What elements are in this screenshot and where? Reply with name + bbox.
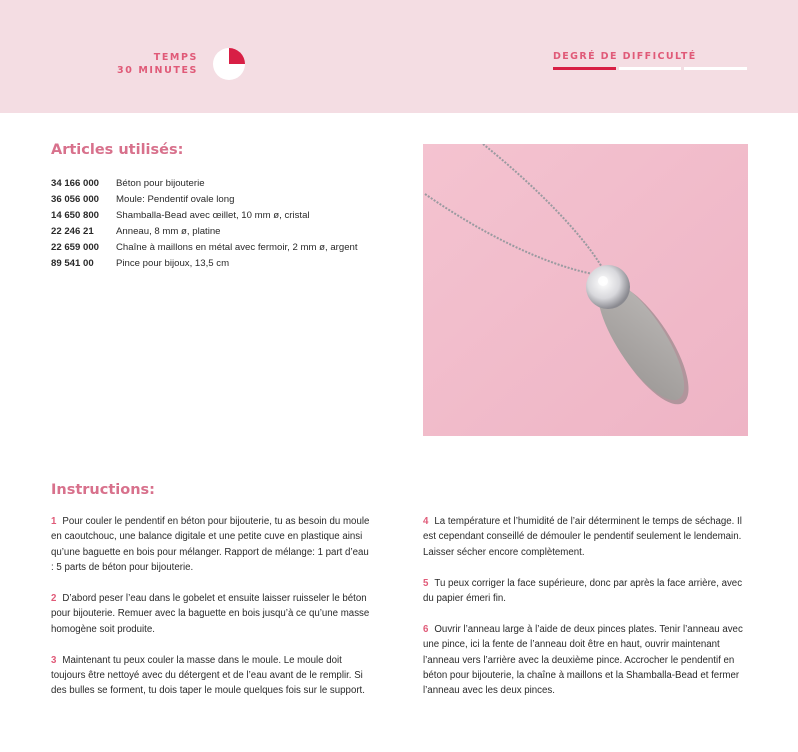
article-row bbox=[51, 176, 358, 192]
instruction-step bbox=[423, 576, 748, 607]
articles-list bbox=[51, 176, 358, 272]
article-number: 36 056 000 bbox=[51, 194, 100, 205]
article-description: Anneau, 8 mm ø, platine bbox=[116, 226, 221, 237]
article-row bbox=[51, 192, 358, 208]
clock-pie-icon bbox=[212, 47, 246, 81]
step-number: 5 bbox=[423, 577, 429, 589]
article-number: 14 650 800 bbox=[51, 210, 100, 221]
article-description: Pince pour bijoux, 13,5 cm bbox=[116, 258, 230, 269]
article-row bbox=[51, 256, 358, 272]
step-number: 2 bbox=[51, 593, 57, 605]
article-number: 89 541 00 bbox=[51, 258, 94, 269]
step-number: 4 bbox=[423, 516, 429, 527]
instruction-step bbox=[51, 514, 373, 576]
difficulty-bar bbox=[684, 67, 747, 70]
article-description: Béton pour bijouterie bbox=[116, 178, 205, 189]
step-number: 6 bbox=[423, 623, 429, 635]
instruction-step bbox=[423, 514, 748, 560]
step-text: Tu peux corriger la face supérieure, donc par après la face arrière, avec du papier émeri fin. bbox=[423, 577, 743, 605]
instruction-step bbox=[51, 653, 373, 699]
step-text: Maintenant tu peux couler la masse dans le moule. Le moule doit toujours être nettoyé avec du détergent et de l’eau avant de le remplir. Si des bulles se forment, tu dois taper le moule quelques fois sur le support. bbox=[51, 654, 365, 697]
difficulty-label: DEGRÉ DE DIFFICULTÉ bbox=[553, 51, 697, 62]
article-number: 22 659 000 bbox=[51, 242, 100, 253]
step-text: La température et l’humidité de l’air déterminent le temps de séchage. Il est cependant conseillé de démouler le pendentif seulement le lendemain. Laisser sécher encore complètement. bbox=[423, 516, 742, 558]
article-row bbox=[51, 240, 358, 256]
time-value: 30 MINUTES bbox=[117, 65, 198, 76]
article-description: Chaîne à maillons en métal avec fermoir, 2 mm ø, argent bbox=[116, 242, 358, 253]
step-number: 3 bbox=[51, 654, 57, 666]
step-text: Ouvrir l’anneau large à l’aide de deux pinces plates. Tenir l’anneau avec une pince, ici la fente de l’anneau doit être en haut, ouvrir maintenant l’anneau vers l’arrière avec la deuxième pince. Accrocher le pendentif en béton pour bijouterie, la chaîne à maillons et la Shamballa-Bead et fermer l’anneau avec les deux pinces. bbox=[423, 623, 743, 697]
article-row bbox=[51, 224, 358, 240]
article-description: Moule: Pendentif ovale long bbox=[116, 194, 235, 205]
step-text: Pour couler le pendentif en béton pour bijouterie, tu as besoin du moule en caoutchouc, une balance digitale et une petite cuve en plastique ainsi qu’une baguette en bois pour mélanger. Rapport de mélange: 1 part d’eau : 5 parts de béton pour bijouterie. bbox=[51, 516, 370, 574]
instruction-step bbox=[423, 622, 748, 699]
article-number: 22 246 21 bbox=[51, 226, 94, 237]
article-description: Shamballa-Bead avec œillet, 10 mm ø, cristal bbox=[116, 210, 310, 221]
time-label bbox=[117, 51, 198, 77]
instructions-column-right bbox=[423, 514, 748, 714]
article-row bbox=[51, 208, 358, 224]
product-photo bbox=[423, 144, 748, 436]
difficulty-bar bbox=[553, 67, 616, 70]
step-text: D’abord peser l’eau dans le gobelet et ensuite laisser ruisseler le béton pour bijouterie. Remuer avec la baguette en bois jusqu’à ce qu’une masse homogène soit produite. bbox=[51, 593, 370, 635]
step-number: 1 bbox=[51, 516, 57, 527]
difficulty-meter bbox=[553, 67, 747, 70]
instructions-title: Instructions: bbox=[51, 482, 155, 498]
article-number: 34 166 000 bbox=[51, 178, 100, 189]
header-band bbox=[0, 0, 798, 113]
articles-title: Articles utilisés: bbox=[51, 142, 184, 158]
time-label-title: TEMPS bbox=[153, 52, 198, 63]
difficulty-bar bbox=[619, 67, 682, 70]
instruction-step bbox=[51, 591, 373, 637]
instructions-column-left bbox=[51, 514, 373, 714]
